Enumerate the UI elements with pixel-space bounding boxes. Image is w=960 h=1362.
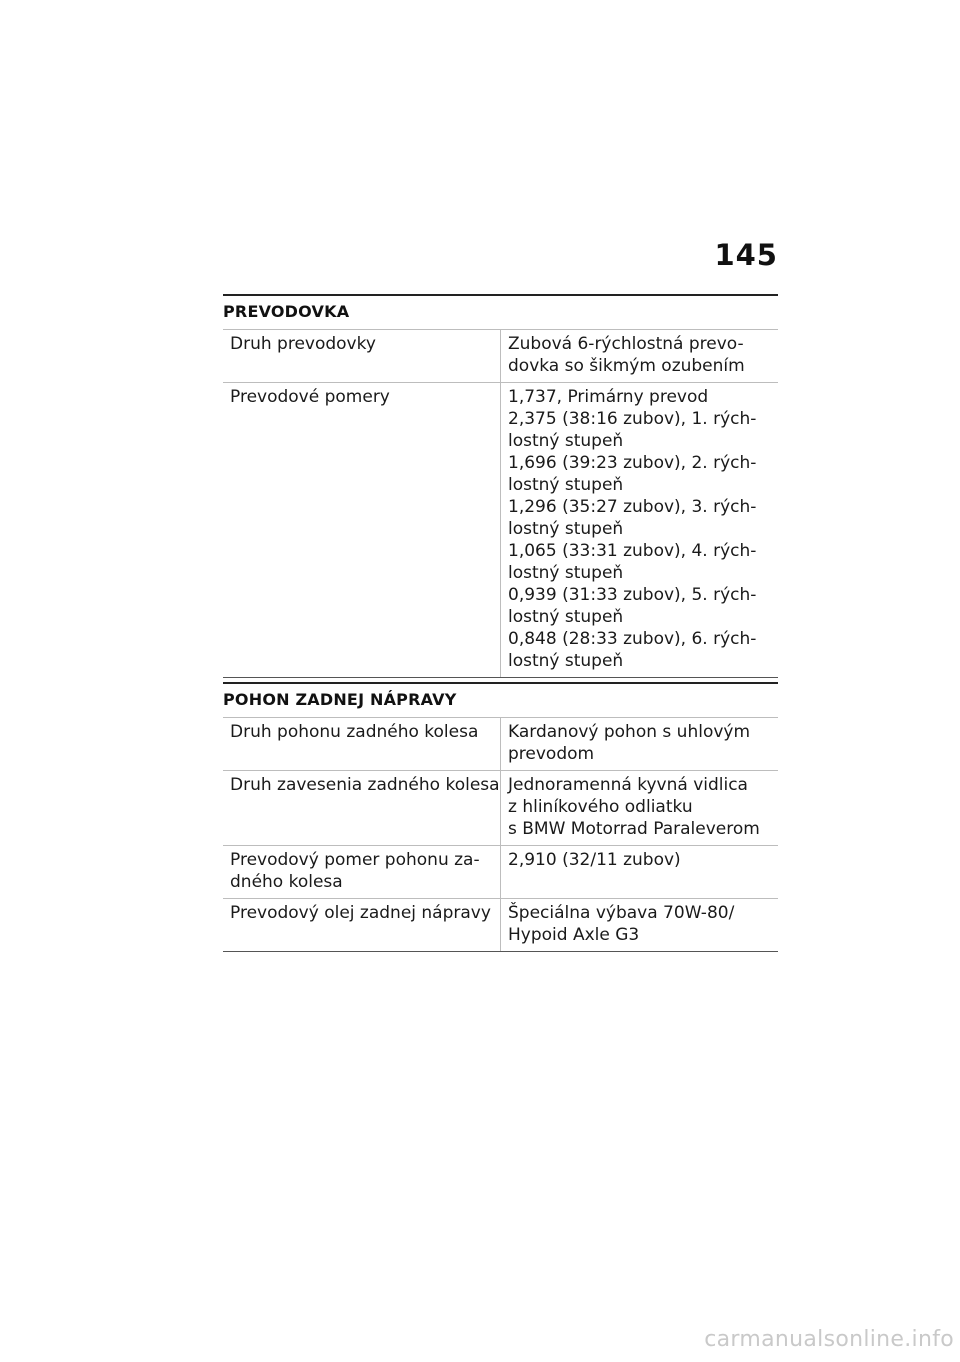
row-value: [501, 771, 779, 846]
table-row: [223, 771, 778, 846]
row-value: [501, 383, 779, 678]
value-line: 1,065 (33:31 zubov), 4. rých-: [508, 541, 757, 561]
label-line: Druh zavesenia zadného kolesa: [230, 775, 500, 795]
section-prevodovka: [223, 294, 778, 678]
row-label: [223, 330, 501, 383]
row-value: [501, 846, 779, 899]
row-value: [501, 899, 779, 952]
value-line: Jednoramenná kyvná vidlica: [508, 775, 748, 795]
value-line: lostný stupeň: [508, 519, 624, 539]
value-line: Kardanový pohon s uhlovým: [508, 722, 751, 742]
value-line: 1,296 (35:27 zubov), 3. rých-: [508, 497, 757, 517]
value-line: lostný stupeň: [508, 651, 624, 671]
value-line: lostný stupeň: [508, 607, 624, 627]
value-line: Hypoid Axle G3: [508, 925, 640, 945]
table-row: [223, 899, 778, 952]
value-line: 2,375 (38:16 zubov), 1. rých-: [508, 409, 757, 429]
value-line: dovka so šikmým ozubením: [508, 356, 745, 376]
row-label: [223, 718, 501, 771]
row-label: [223, 771, 501, 846]
section-pohon-zadnej-napravy: [223, 682, 778, 952]
row-value: [501, 718, 779, 771]
row-value: [501, 330, 779, 383]
value-line: z hliníkového odliatku: [508, 797, 693, 817]
value-line: Zubová 6-rýchlostná prevo-: [508, 334, 744, 354]
label-line: Prevodové pomery: [230, 387, 390, 407]
table-row: [223, 846, 778, 899]
value-line: Špeciálna výbava 70W-80/: [508, 903, 735, 923]
label-line: Prevodový pomer pohonu za-: [230, 850, 480, 870]
value-line: lostný stupeň: [508, 431, 624, 451]
row-label: [223, 899, 501, 952]
spec-table-pohon: [223, 717, 778, 952]
value-line: prevodom: [508, 744, 595, 764]
section-title-pohon: POHON ZADNEJ NÁPRAVY: [223, 682, 778, 717]
value-line: 1,696 (39:23 zubov), 2. rých-: [508, 453, 757, 473]
value-line: 2,910 (32/11 zubov): [508, 850, 681, 870]
table-row: [223, 330, 778, 383]
row-label: [223, 846, 501, 899]
label-line: Druh prevodovky: [230, 334, 376, 354]
section-title-prevodovka: PREVODOVKA: [223, 294, 778, 329]
label-line: Prevodový olej zadnej nápravy: [230, 903, 491, 923]
spec-table-prevodovka: [223, 329, 778, 678]
value-line: 0,848 (28:33 zubov), 6. rých-: [508, 629, 757, 649]
value-line: 0,939 (31:33 zubov), 5. rých-: [508, 585, 757, 605]
row-label: [223, 383, 501, 678]
table-row: [223, 718, 778, 771]
label-line: dného kolesa: [230, 872, 343, 892]
value-line: s BMW Motorrad Paraleverom: [508, 819, 760, 839]
table-row: [223, 383, 778, 678]
watermark: carmanualsonline.info: [704, 1327, 954, 1352]
value-line: lostný stupeň: [508, 475, 624, 495]
value-line: lostný stupeň: [508, 563, 624, 583]
value-line: 1,737, Primárny prevod: [508, 387, 709, 407]
label-line: Druh pohonu zadného kolesa: [230, 722, 479, 742]
page-number: 145: [714, 238, 778, 272]
